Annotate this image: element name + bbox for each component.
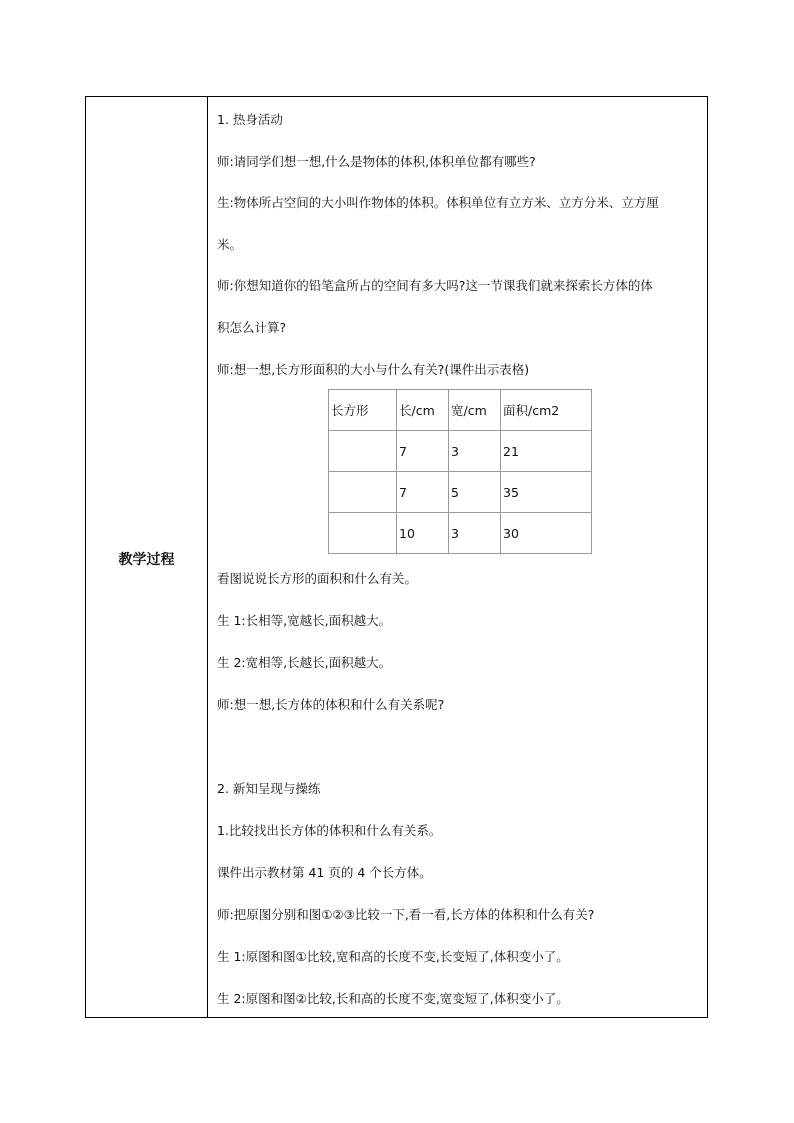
table-cell: 7 [397,431,449,472]
paragraph: 生 1:长相等,宽越长,面积越大。 [217,613,392,628]
lesson-table-frame [85,96,708,1018]
table-header-cell: 面积/cm2 [501,390,592,431]
paragraph: 1. 热身活动 [217,112,283,127]
paragraph: 看图说说长方形的面积和什么有关。 [217,571,418,586]
table-cell: 7 [397,472,449,513]
table-cell: 35 [501,472,592,513]
table-header-cell: 长方形 [329,390,397,431]
paragraph: 生:物体所占空间的大小叫作物体的体积。体积单位有立方米、立方分米、立方厘 [217,195,659,210]
paragraph: 师:想一想,长方体的体积和什么有关系呢? [217,697,445,712]
row-label: 教学过程 [118,552,175,568]
table-header-cell: 长/cm [397,390,449,431]
paragraph: 1.比较找出长方体的体积和什么有关系。 [217,823,442,838]
paragraph: 师:想一想,长方形面积的大小与什么有关?(课件出示表格) [217,362,530,377]
paragraph: 课件出示教材第 41 页的 4 个长方体。 [217,865,432,880]
table-cell: 21 [501,431,592,472]
table-row [329,513,592,554]
table-cell: 3 [449,513,501,554]
paragraph: 积怎么计算? [217,320,287,335]
table-header-row [329,390,592,431]
paragraph: 师:请同学们想一想,什么是物体的体积,体积单位都有哪些? [217,154,536,169]
paragraph: 米。 [217,237,243,252]
table-row [329,431,592,472]
paragraph: 师:把原图分别和图①②③比较一下,看一看,长方体的体积和什么有关? [217,907,595,922]
column-divider [207,97,208,1017]
table-row [329,472,592,513]
table-cell [329,431,397,472]
table-cell: 30 [501,513,592,554]
table-cell [329,513,397,554]
paragraph: 2. 新知呈现与操练 [217,781,321,796]
table-cell: 3 [449,431,501,472]
paragraph: 生 2:宽相等,长越长,面积越大。 [217,655,392,670]
table-cell: 5 [449,472,501,513]
paragraph: 生 2:原图和图②比较,长和高的长度不变,宽变短了,体积变小了。 [217,991,569,1006]
rectangle-area-table [328,389,592,554]
table-cell: 10 [397,513,449,554]
paragraph: 生 1:原图和图①比较,宽和高的长度不变,长变短了,体积变小了。 [217,949,569,964]
table-cell [329,472,397,513]
table-header-cell: 宽/cm [449,390,501,431]
paragraph: 师:你想知道你的铅笔盒所占的空间有多大吗?这一节课我们就来探索长方体的体 [217,278,653,293]
